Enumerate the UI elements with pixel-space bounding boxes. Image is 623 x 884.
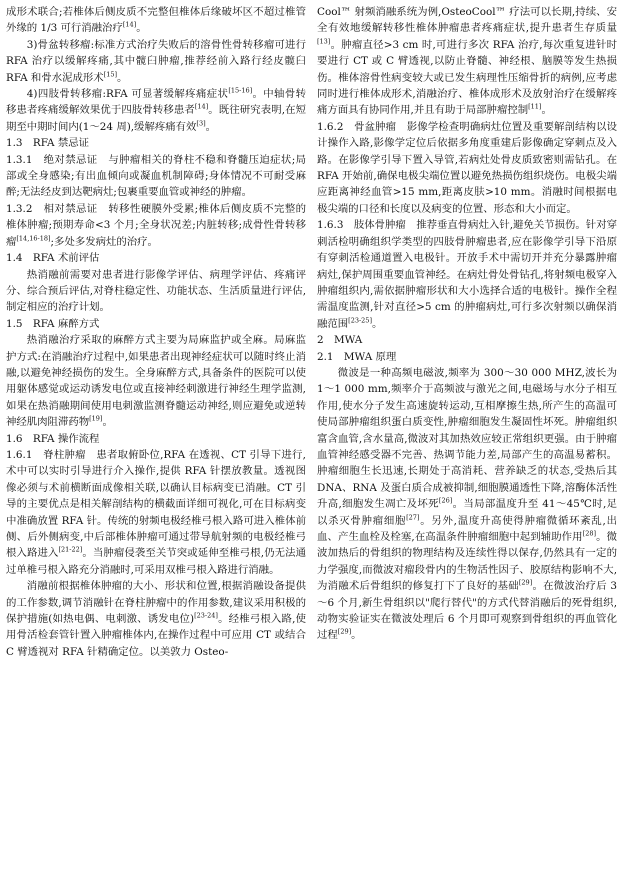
right-column (317, 4, 617, 884)
citation-ref: [14] (194, 102, 209, 111)
citation-ref: [26] (438, 496, 453, 505)
paragraph-text: 热消融治疗采取的麻醉方式主要为局麻监护或全麻。局麻监护方式:在消融治疗过程中,如果患者出现神经症状可以随时终止消融,以避免神经损伤的发生。全身麻醉方式,具备条件的医院可以使用躯体感觉或运动诱发电位或直接神经刺激进行神经生理学监测,如果在热消融期间使用电刺激监测脊髓运动神经,则应避免或逆转神经肌肉阻滞药物 (6, 334, 306, 429)
section-heading-text: 2.1 MWA 原理 (317, 350, 397, 363)
paragraph (6, 152, 306, 201)
paragraph-text: 。微波加热后的骨组织的物理结构及连续性得以保存,仍然具有一定的力学强度,而微波对瘤段骨内的生物活性因子、胶原结构影响不大,为消融术后骨组织的修复打下了良好的基础 (317, 531, 617, 593)
paragraph (6, 4, 306, 37)
paragraph-text: ;多处多发病灶的治疗。 (50, 235, 158, 248)
paragraph-text: 。 (117, 71, 128, 84)
paragraph-text: 。 (102, 416, 113, 429)
paragraph-text: 。经椎弓根入路,使用骨活检套管针置入肿瘤椎体内,在操作过程中可应用 CT 或结合 C 臂透视对 RFA 针精确定位。以美敦力 Osteo- (6, 613, 306, 658)
paragraph-text: 。另外,温度升高使得肿瘤微循环紊乱,出血、产生血栓及栓塞,在高温条件肿瘤细胞中起到辅助作用 (317, 514, 617, 543)
paragraph-text: 。肿瘤直径>3 cm 时,可进行多次 RFA 治疗,每次重复进针时要进行 CT 或 C 臂透视,以防止脊髓、神经根、脑膜等发生热损伤。椎体溶骨性病变较大或已发生病理性压缩骨折的病例,应考虑同时进行椎体成形术,消融治疗、椎体成形术及放射治疗在缓解疼痛方面具有协同作用,并且有助于局部肿瘤控制 (317, 38, 617, 117)
paragraph-text: 1.6.1 脊柱肿瘤 患者取俯卧位,RFA 在透视、CT 引导下进行,术中可以实时引导进行介入操作,提供 RFA 针摆放教量。透视图像必须与术前横断面成像相关联,以确认目标病变已消融。CT 引导的主要优点是相关解剖结构的横截面详细可视化,可在目标病变中准确放置 RFA 针。传统的射频电极经椎弓根入路可进入椎体前侧、后外侧病变,中后部椎体肿瘤可通过带导航射频的电极经椎弓根入路进入 (6, 448, 306, 560)
citation-ref: [28] (582, 529, 597, 538)
paragraph-text: 。既往研究表明,在短期至中期时间内(1～24 周),缓解疼痛有效 (6, 104, 306, 133)
paragraph-text: 。 (541, 104, 552, 117)
paragraph (6, 37, 306, 86)
left-column (6, 4, 306, 884)
paragraph-text: 。在微波治疗后 3～6 个月,新生骨组织以"爬行替代"的方式代替消融后的死骨组织,动物实验证实在微波处理后 6 个月即可观察到骨组织的再血管化过程 (317, 580, 617, 642)
section-heading-text: 2 MWA (317, 334, 363, 347)
citation-ref: [13] (317, 37, 331, 46)
paragraph (317, 217, 617, 332)
citation-ref: [27] (406, 513, 420, 522)
citation-ref: [23-24] (194, 611, 218, 620)
paragraph (317, 4, 617, 119)
paragraph-text: 。 (205, 120, 217, 133)
paragraph (317, 119, 617, 217)
paragraph-text: 热消融前需要对患者进行影像学评估、病理学评估、疼痛评分、综合预后评估,对脊柱稳定性、功能状态、生活质量进行评估,制定相应的治疗计划。 (6, 268, 306, 314)
paragraph-text: 1.6.2 骨盆肿瘤 影像学检查明确病灶位置及重要解剖结构以设计操作入路,影像学定位后依据多角度重建后影像确定穿刺点及入路。在影像学引导下置入导管,若病灶处骨皮质致密则需钻孔。在 RFA 开始前,确保电极尖端位置以避免热损伤组织烧伤。电极尖端应距离神经血管>15 mm,距离皮肤>10 mm。消融时间根据电极尖端的口径和长度以及病变的位置、形态和大小而定。 (317, 120, 617, 215)
paragraph (6, 267, 306, 316)
paragraph-text: 。当肿瘤侵袭至关节突或延伸至椎弓根,仍无法通过单椎弓根入路充分消融时,可采用双椎弓根入路进行消融。 (6, 547, 306, 576)
paragraph (6, 201, 306, 250)
citation-ref: [14,16-18] (16, 234, 51, 243)
section-heading (317, 332, 617, 348)
section-heading-text: 1.5 RFA 麻醉方式 (6, 317, 100, 330)
citation-ref: [21-22] (58, 545, 83, 554)
citation-ref: [14] (122, 20, 137, 29)
section-heading-text: 1.3 RFA 禁忌证 (6, 137, 90, 150)
paragraph-text: 成形术联合;若椎体后侧皮质不完整但椎体后缘破坏区不超过椎管外缘的 1/3 可行消融治疗 (6, 6, 306, 35)
citation-ref: [19] (89, 414, 103, 423)
citation-ref: [15] (103, 70, 118, 79)
paragraph-text: 。 (351, 629, 362, 642)
paragraph-text: 。 (371, 317, 383, 330)
citation-ref: [29] (518, 578, 533, 587)
paragraph-text: 4)四肢骨转移瘤:RFA 可显著缓解疼痛症状 (26, 88, 229, 101)
paragraph-text: 1.3.2 相对禁忌证 转移性硬膜外受累;椎体后侧皮质不完整的椎体肿瘤;预期寿命<3 个月;全身状况差;内脏转移;成骨性骨转移瘤 (6, 202, 306, 248)
paragraph (6, 332, 306, 430)
two-column-body (6, 4, 617, 884)
paragraph (6, 447, 306, 578)
section-heading (317, 349, 617, 365)
section-heading-text: 1.4 RFA 术前评估 (6, 252, 100, 265)
paragraph-text: 消融前根据椎体肿瘤的大小、形状和位置,根据消融设备提供的工作参数,调节消融针在脊柱肿瘤中的作用参数,建议采用积极的保护措施(如热电偶、电刺激、诱发电位) (6, 580, 306, 626)
section-heading (6, 250, 306, 266)
paragraph-text: 1.3.1 绝对禁忌证 与肿瘤相关的脊柱不稳和脊髓压迫症状;局部或全身感染;有出血倾向或凝血机制障碍;身体情况不可耐受麻醉;无法经皮到达靶病灶;包裹重要血管或神经的肿瘤。 (6, 153, 306, 199)
section-heading-text: 1.6 RFA 操作流程 (6, 432, 100, 445)
citation-ref: [23-25] (348, 316, 372, 325)
paragraph-text: Cool™ 射频消融系统为例,OsteoCool™ 疗法可以长期,持续、安全有效地缓解转移性椎体肿瘤患者疼痛症状,提升患者生存质量 (317, 6, 617, 35)
paragraph-text: 微波是一种高频电磁波,频率为 300～30 000 MHZ,波长为 1～1 000 mm,频率介于高频波与激光之间,电磁场与水分子相互作用,使水分子发生高速旋转运动,互相摩擦生热,所产生的高温可使局部肿瘤组织蛋白质变性,肿瘤细胞发生凝固性坏死。肿瘤组织富含血管,含水量高,微波对其加热效应较正常组织更强。由于肿瘤血管神经感受器不完善、热调节能力差,局部产生的高温易蓄积。肿瘤细胞生长迅速,长期处于高消耗、营养缺乏的状态,受热后其 DNA、RNA 及蛋白质合成被抑制,细胞膜通透性下降,溶酶体活性升高,细胞发生凋亡及坏死 (317, 366, 617, 511)
paragraph (6, 578, 306, 660)
section-heading (6, 316, 306, 332)
citation-ref: [11] (528, 102, 542, 111)
paragraph (6, 86, 306, 135)
paragraph (317, 365, 617, 644)
paragraph-text: 3)骨盆转移瘤:标准方式治疗失败后的溶骨性骨转移瘤可进行 RFA 治疗以缓解疼痛,其中髋臼肿瘤,推荐经前入路行经皮髋臼 RFA 和骨水泥成形术 (6, 38, 306, 84)
paragraph-text: 。当局部温度升至 41～45℃时,足以杀灭骨肿瘤细胞 (317, 498, 617, 527)
citation-ref: [29] (337, 627, 352, 636)
section-heading (6, 431, 306, 447)
citation-ref: [3] (196, 119, 206, 128)
citation-ref: [15-16] (228, 86, 253, 95)
paragraph-text: 。 (136, 22, 147, 35)
paragraph-text: 。中轴骨转移患者疼痛缓解效果优于四肢骨转移患者 (6, 88, 306, 117)
section-heading (6, 135, 306, 151)
paragraph-text: 1.6.3 肢体骨肿瘤 推荐垂直骨病灶入针,避免关节损伤。针对穿刺活检明确组织学类型的四肢骨肿瘤患者,应在影像学引导下沿原有穿刺活检通道置入电极针。开放手术中需切开并充分暴露肿瘤病灶,保护周围重要血管神经。在病灶骨处骨钻孔,将射频电极穿入肿瘤组织内,需依据肿瘤形状和大小选择合适的电极针。操作全程需温度监测,针对直径>5 cm 的肿瘤病灶,可行多次射频以确保消融范围 (317, 219, 617, 330)
